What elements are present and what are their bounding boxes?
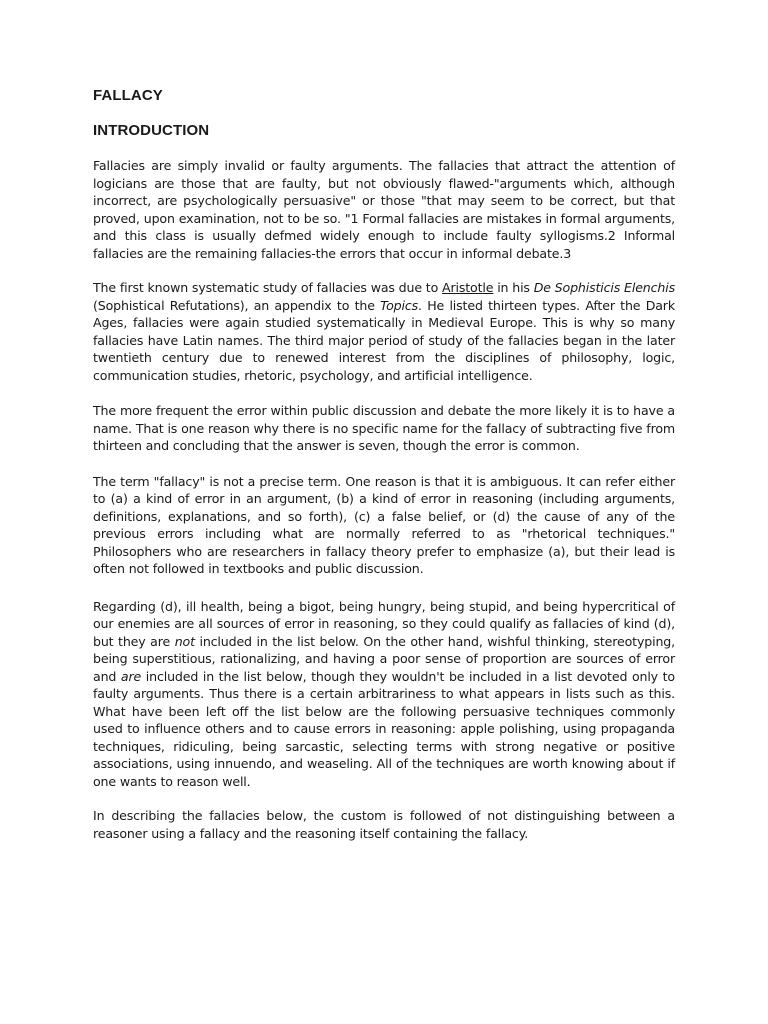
paragraph-1: Fallacies are simply invalid or faulty arguments. The fallacies that attract the attention of logicians are those that are faulty, but not obviously flawed-"arguments which, although incorrect, are psychologically persuasive" or those "that may seem to be correct, but that proved, upon examination, not to be so. "1 Formal fallacies are mistakes in formal arguments, and this class is usually defmed widely enough to include faulty syllogisms.2 Informal fallacies are the remaining fallacies-the errors that occur in informal debate.3 <box>93 158 675 261</box>
paragraph-2-text-3: (Sophistical Refutations), an appendix to the <box>93 297 381 313</box>
paragraph-5-text-3: included in the list below, though they wouldn't be included in a list devoted only to faulty arguments. Thus there is a certain arbitrariness to what appears in lists such as this. What have been left off the list below are the following persuasive techniques commonly used to influence others and to cause errors in reasoning: apple polishing, using propaganda techniques, ridiculing, being sarcastic, selecting terms with strong negative or positive associations, using innuendo, and weaseling. All of the techniques are worth knowing about if one wants to reason well. <box>93 668 675 789</box>
paragraph-2-text-2: in his <box>493 280 534 295</box>
paragraph-2-text-1: The first known systematic study of fallacies was due to <box>93 280 442 295</box>
aristotle-link[interactable]: Aristotle <box>442 280 494 295</box>
paragraph-5-text-1: Regarding (d), ill health, being a bigot, being hungry, being stupid, and being hypercritical of our enemies are all sources of error in reasoning, so they could qualify as fallacies of kind (d), but they are <box>93 598 675 649</box>
paragraph-6: In describing the fallacies below, the custom is followed of not distinguishing between a reasoner using a fallacy and the reasoning itself containing the fallacy. <box>93 808 675 841</box>
paragraph-2 <box>93 279 675 384</box>
section-heading-introduction: INTRODUCTION <box>93 122 210 139</box>
emphasis-are: are <box>120 668 142 684</box>
document-title: FALLACY <box>93 87 163 104</box>
paragraph-4: The term "fallacy" is not a precise term. One reason is that it is ambiguous. It can refer either to (a) a kind of error in an argument, (b) a kind of error in reasoning (including arguments, definitions, explanations, and so forth), (c) a false belief, or (d) the cause of any of the previous errors including what are normally referred to as "rhetorical techniques." Philosophers who are researchers in fallacy theory prefer to emphasize (a), but their lead is often not followed in textbooks and public discussion. <box>93 473 675 576</box>
paragraph-2-text-4: . He listed thirteen types. After the Dark Ages, fallacies were again studied systematically in Medieval Europe. This is why so many fallacies have Latin names. The third major period of study of the fallacies began in the later twentieth century due to renewed interest from the disciplines of philosophy, logic, communication studies, rhetoric, psychology, and artificial intelligence. <box>93 297 675 383</box>
title-de-sophisticis-elenchis: De Sophisticis Elenchis <box>533 280 675 295</box>
document-page <box>93 86 675 859</box>
title-topics: Topics <box>380 297 419 313</box>
paragraph-5 <box>93 598 675 791</box>
emphasis-not: not <box>174 633 195 649</box>
paragraph-3: The more frequent the error within public discussion and debate the more likely it is to have a name. That is one reason why there is no specific name for the fallacy of subtracting five from thirteen and concluding that the answer is seven, though the error is common. <box>93 403 675 453</box>
paragraph-5-text-2: included in the list below. On the other hand, wishful thinking, stereotyping, being superstitious, rationalizing, and having a poor sense of proportion are sources of error and <box>93 633 675 684</box>
